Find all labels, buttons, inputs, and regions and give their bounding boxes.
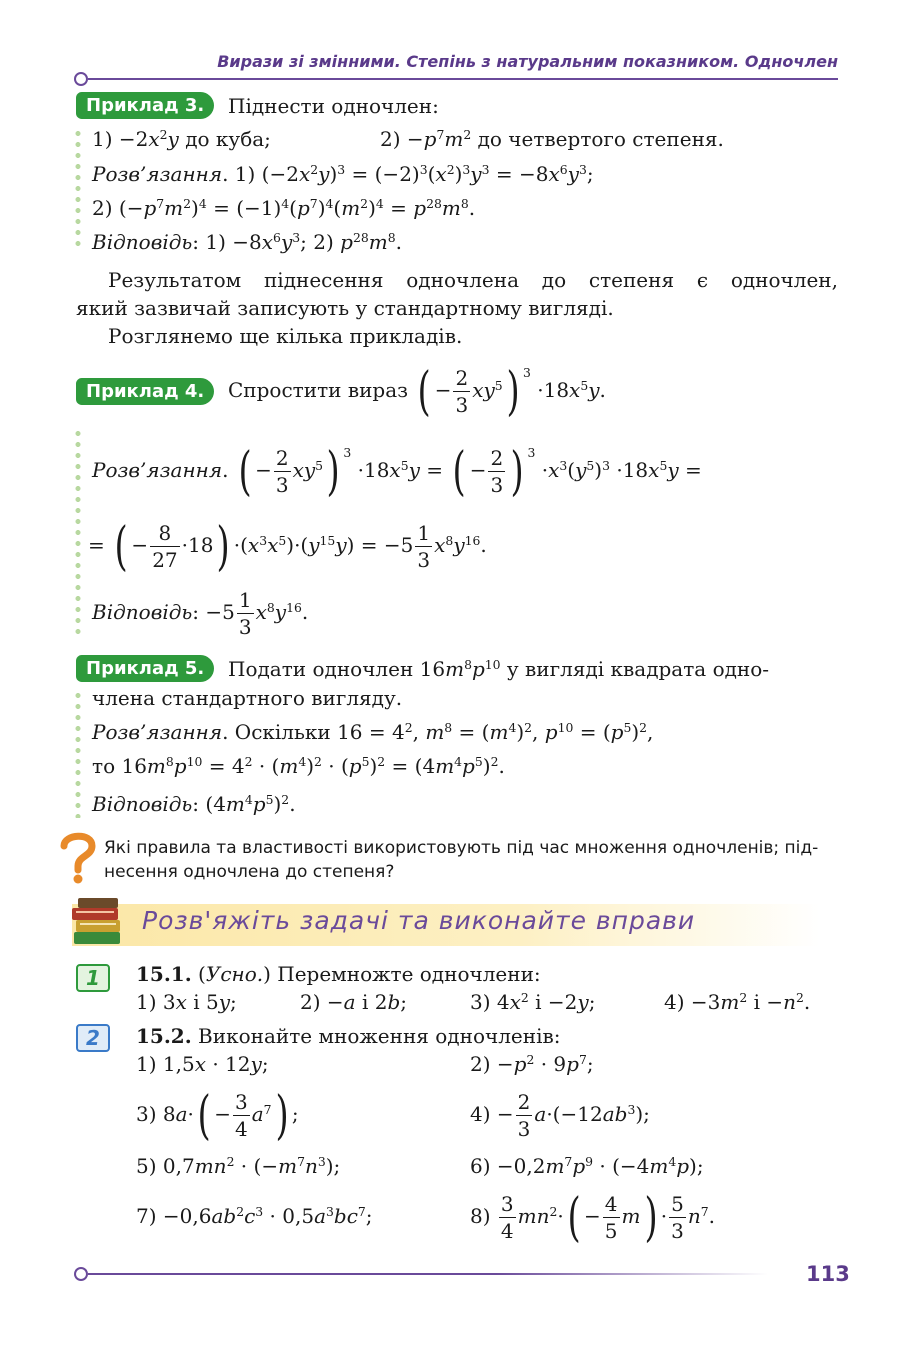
example-3-dots xyxy=(75,128,81,248)
example-4-task: Спростити вираз ( − $\frac{2}{3}$ $xy^5$) $^3 \cdot 18x^5y$. xyxy=(228,361,606,422)
exercise-15-1-item-3: 3) $4x^2$ і −2y; xyxy=(470,990,596,1014)
exercise-15-2-item-2: $2) -p^2 \cdot 9p^7$; xyxy=(470,1052,594,1076)
footer-rule xyxy=(88,1273,768,1275)
example-5-answer: Відповідь: $(4m^4p^5)^2$. xyxy=(92,792,296,816)
page-number: 113 xyxy=(806,1262,850,1286)
paragraph-2: Розглянемо ще кілька прикладів. xyxy=(108,324,463,348)
header-rule xyxy=(88,78,838,80)
example-3-part-1: $1) -2x^2y$ до куба; xyxy=(92,127,271,151)
question-mark-icon xyxy=(54,828,100,884)
exercise-15-2-item-1: 1) 1,5x · 12y; xyxy=(136,1052,269,1076)
exercise-15-2-item-6: $6) -0,2m^7p^9 \cdot (-4m^4p)$; xyxy=(470,1154,704,1178)
exercise-15-2-title: 15.2. Виконайте множення одночленів: xyxy=(136,1024,561,1048)
example-4-answer: Відповідь: −5 $\frac{1}{3}$ $x^8y^{16}$. xyxy=(92,588,309,639)
question-line-1: Які правила та властивості використовують під час множення одночленів; під- xyxy=(104,838,819,858)
exercise-15-2-item-7: $7) -0,6ab^2c^3 \cdot 0,5a^3bc^7$; xyxy=(136,1204,373,1228)
example-3-part-2: $2) -p^7m^2$ до четвертого степеня. xyxy=(380,127,724,151)
level-1-badge: 1 xyxy=(76,964,110,992)
example-5-solution-1: Розв’язання. Оскільки $16 = 4^2$, $m^8 = (m^4)^2$, $p^{10} = (p^5)^2$, xyxy=(92,720,654,744)
exercise-15-1-item-4: $4) -3m^2$ $і -n^2$. xyxy=(664,990,811,1014)
example-5-badge: Приклад 5. xyxy=(76,655,214,682)
exercise-15-2-item-5: 5) $0,7mn^2 \cdot (-m^7n^3)$; xyxy=(136,1154,341,1178)
page-header: Вирази зі змінними. Степінь з натуральним показником. Одночлен xyxy=(217,52,838,71)
example-3-answer: Відповідь: $1) -8x^6y^3$; 2) $p^{28}m^8$. xyxy=(92,230,402,254)
example-3-badge: Приклад 3. xyxy=(76,92,214,119)
level-2-badge: 2 xyxy=(76,1024,110,1052)
example-3-task: Піднести одночлен: xyxy=(228,94,439,118)
example-5-solution-2: то $16m^8p^{10} = 4^2 \cdot (m^4)^2 \cdot (p^5)^2 = (4m^4p^5)^2$. xyxy=(92,754,505,778)
paragraph-1-line-2: який зазвичай записують у стандартному вигляді. xyxy=(76,296,614,320)
example-5-dots xyxy=(75,690,81,818)
paragraph-1-line-1: Результатом піднесення одночлена до степеня є одночлен, xyxy=(108,268,838,292)
example-4-dots xyxy=(75,428,81,638)
example-5-task-line-2: члена стандартного вигляду. xyxy=(92,686,403,710)
exercise-15-2-item-8: 8) $\frac{3}{4}$ $mn^2\cdot$( − $\frac{4}{5}$ m) · $\frac{5}{3}$ $n^7$. xyxy=(470,1187,716,1248)
exercise-15-1-title: 15.1. (Усно.) Перемножте одночлени: xyxy=(136,962,541,986)
example-3-solution-1: Розв’язання. 1) $(-2x^2y)^3 = (-2)^3(x^2)^3y^3 = -8x^6y^3$; xyxy=(92,162,594,186)
exercise-15-2-item-3: 3) 8a·( − $\frac{3}{4}$ $a^7$) ; xyxy=(136,1085,299,1146)
example-4-solution-1: Розв’язання. ( − $\frac{2}{3}$ $xy^5$) $^3 \cdot 18x^5y$ = ( − $\frac{2}{3}$ ) $^3 \cdot x^3(y^5)^3 \cdot 18x^5y$ = xyxy=(92,441,702,502)
example-4-badge: Приклад 4. xyxy=(76,378,214,405)
footer-rule-circle xyxy=(74,1267,88,1281)
exercise-15-2-item-4: 4) − $\frac{2}{3}$ $a\cdot(-12ab^3)$; xyxy=(470,1090,650,1141)
books-icon xyxy=(70,896,126,948)
exercises-banner-title: Розв'яжіть задачі та виконайте вправи xyxy=(142,906,696,935)
exercise-15-1-item-1: 1) 3x і 5y; xyxy=(136,990,237,1014)
header-rule-circle xyxy=(74,72,88,86)
example-5-task-line-1: Подати одночлен $16m^8p^{10}$ у вигляді квадрата одно- xyxy=(228,657,770,681)
example-3-solution-2: 2) $(-p^7m^2)^4 = (-1)^4(p^7)^4(m^2)^4 = p^{28}m^8$. xyxy=(92,196,476,220)
example-4-solution-2: = ( − $\frac{8}{27}$ $\cdot 18) \cdot(x^3x^5)\cdot(y^{15}y) = -5$ $\frac{1}{3}$ $x^8y^{16}$. xyxy=(88,516,487,577)
exercise-15-1-item-2: 2) −a і 2b; xyxy=(300,990,407,1014)
question-line-2: несення одночлена до степеня? xyxy=(104,862,395,882)
